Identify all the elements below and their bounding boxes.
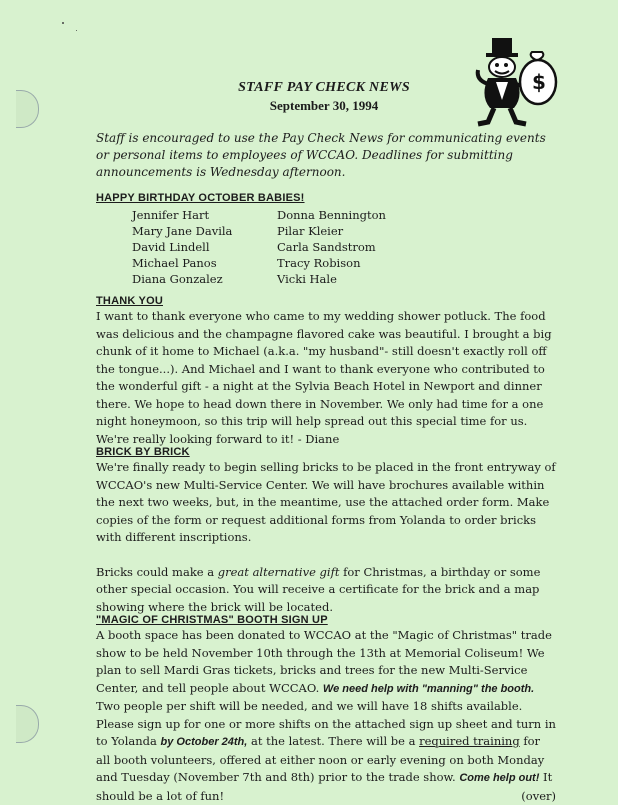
birthday-name: Michael Panos xyxy=(132,255,277,271)
birthday-name: Diana Gonzalez xyxy=(132,271,277,287)
booth-text: A booth space has been donated to WCCAO at the "Magic of Christmas" trade show to be held November 10th through the 13th at Memorial Coliseum! We plan to sell Mardi Gras tickets, bricks and trees for the new Multi-Service Center, and tell people about WCCAO. xyxy=(96,628,552,695)
birthday-row xyxy=(132,271,432,287)
newsletter-title: STAFF PAY CHECK NEWS xyxy=(30,80,618,96)
brick-body-1: We're finally ready to begin selling bricks to be placed in the front entryway of WCCAO's new Multi-Service Center. We will have brochures available within the next two weeks, but, in the meantime, use the attached order form. Make copies of the form or request additional forms from Yolanda to order bricks with different inscriptions. xyxy=(96,459,556,547)
thank-you-heading: THANK YOU xyxy=(96,295,163,307)
birthday-name: Mary Jane Davila xyxy=(132,223,277,239)
birthday-heading: HAPPY BIRTHDAY OCTOBER BABIES! xyxy=(96,192,305,204)
brick-section xyxy=(96,459,556,616)
booth-text: at the latest. There will be a xyxy=(247,734,419,748)
birthday-name: David Lindell xyxy=(132,239,277,255)
brick-text: for Christmas, a birthday or some other special occasion. You will receive a certificate for the brick and a map showing where the brick will be located. xyxy=(96,565,540,614)
brick-text: Bricks could make a xyxy=(96,565,218,579)
birthday-name: Jennifer Hart xyxy=(132,207,277,223)
booth-body xyxy=(96,627,556,805)
booth-underlined-text: required training xyxy=(419,734,520,748)
over-indicator: (over) xyxy=(521,788,556,805)
booth-come-help-text: Come help out! xyxy=(459,772,539,784)
birthday-row xyxy=(132,207,432,223)
birthday-name: Vicki Hale xyxy=(277,271,337,287)
speck xyxy=(76,30,77,31)
birthday-list xyxy=(132,207,432,287)
birthday-name: Pilar Kleier xyxy=(277,223,343,239)
birthday-name: Carla Sandstrom xyxy=(277,239,376,255)
speck xyxy=(62,22,64,24)
birthday-row xyxy=(132,223,432,239)
booth-text: Two people per shift will be needed, and we will have 18 shifts available. Please sign up for one or more shifts on the attached sign up sheet and turn in to Yolanda xyxy=(96,699,556,748)
brick-italic-text: great alternative gift xyxy=(218,565,340,579)
brick-body-2 xyxy=(96,564,556,617)
intro-text: Staff is encouraged to use the Pay Check News for communicating events or personal items to employees of WCCAO. Deadlines for submitting announcements is Wednesday afternoon. xyxy=(96,130,556,181)
booth-deadline-text: by October 24th, xyxy=(161,736,248,748)
birthday-row xyxy=(132,239,432,255)
booth-bold-text: We need help with "manning" the booth. xyxy=(323,683,534,695)
booth-heading: "MAGIC OF CHRISTMAS" BOOTH SIGN UP xyxy=(96,614,328,626)
birthday-row xyxy=(132,255,432,271)
booth-text: for all booth volunteers, offered at either noon or early evening on both Monday and Tuesday (November 7th and 8th) prior to the trade show. xyxy=(96,734,544,784)
svg-text:$: $ xyxy=(532,70,546,94)
birthday-name: Donna Bennington xyxy=(277,207,386,223)
newsletter-date: September 30, 1994 xyxy=(30,98,618,114)
thank-you-body: I want to thank everyone who came to my wedding shower potluck. The food was delicious and the champagne flavored cake was beautiful. I brought a big chunk of it home to Michael (a.k.a. "my husband"- still doesn't exactly roll off the tongue...). And Michael and I want to thank everyone who contributed to the wonderful gift - a night at the Sylvia Beach Hotel in Newport and dinner there. We hope to head down there in November. We only had time for a one night honeymoon, so this trip will help spread out this special time for us. We're really looking forward to it! - Diane xyxy=(96,308,556,448)
moneybag-mascot-icon xyxy=(470,36,560,128)
booth-text: It should be a lot of fun! xyxy=(96,770,552,803)
binder-hole xyxy=(16,705,39,743)
birthday-name: Tracy Robison xyxy=(277,255,360,271)
brick-heading: BRICK BY BRICK xyxy=(96,446,190,458)
